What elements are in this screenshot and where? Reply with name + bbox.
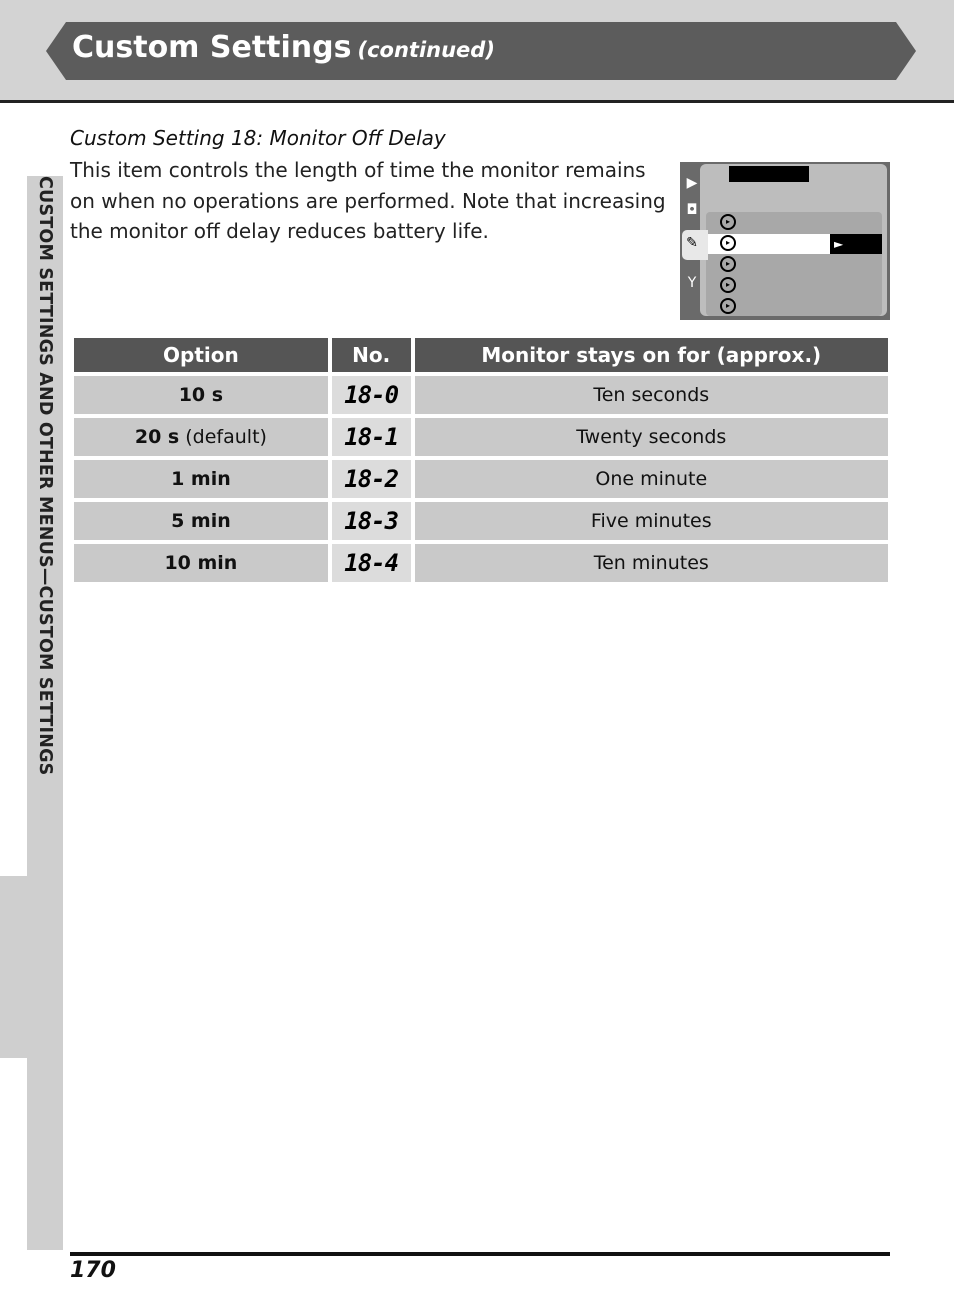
table-row [74, 376, 888, 414]
number-cell [332, 502, 411, 540]
options-table [70, 334, 892, 586]
menu-row-icon: ▸ [720, 298, 736, 314]
pencil-tab-icon: ✎ [686, 235, 698, 251]
camera-tab-icon: ◘ [686, 202, 698, 218]
lcd-number: 18-3 [344, 507, 399, 535]
wrench-tab-icon: Y [687, 275, 697, 291]
number-cell [332, 544, 411, 582]
page-number: 170 [70, 1258, 116, 1283]
side-tab-marker [0, 876, 27, 1058]
option-cell [74, 544, 328, 582]
table-row [74, 544, 888, 582]
option-note: (default) [179, 426, 267, 448]
playback-tab-icon: ▶ [686, 175, 698, 191]
option-cell [74, 502, 328, 540]
menu-row-icon: ▸ [720, 277, 736, 293]
option-value: 10 min [164, 552, 238, 574]
page-title-main: Custom Settings [72, 30, 352, 65]
description-cell: Ten seconds [415, 376, 888, 414]
table-row [74, 502, 888, 540]
menu-row-icon: ▸ [720, 214, 736, 230]
menu-title-bar [729, 166, 809, 182]
description-cell: Five minutes [415, 502, 888, 540]
menu-row-icon: ▸ [720, 235, 736, 251]
option-value: 5 min [171, 510, 231, 532]
page-title [72, 28, 495, 70]
lcd-number: 18-4 [344, 549, 399, 577]
lcd-number: 18-2 [344, 465, 399, 493]
number-cell [332, 418, 411, 456]
side-tab-label: CUSTOM SETTINGS AND OTHER MENUS—CUSTOM SETTINGS [35, 176, 55, 776]
number-cell [332, 376, 411, 414]
option-cell [74, 418, 328, 456]
number-cell [332, 460, 411, 498]
description-cell: Twenty seconds [415, 418, 888, 456]
page-title-subtitle: (continued) [357, 38, 495, 62]
footer-rule [70, 1252, 890, 1256]
table-row [74, 418, 888, 456]
option-cell [74, 376, 328, 414]
lcd-number: 18-0 [344, 381, 399, 409]
description-cell: Ten minutes [415, 544, 888, 582]
option-value: 10 s [178, 384, 224, 406]
table-header-row [74, 338, 888, 372]
option-cell [74, 460, 328, 498]
menu-arrow-box: ► [830, 234, 882, 254]
monitor-screenshot [680, 162, 890, 320]
header-option: Option [74, 338, 328, 372]
menu-row-icon: ▸ [720, 256, 736, 272]
table-row [74, 460, 888, 498]
option-value: 1 min [171, 468, 231, 490]
header-desc: Monitor stays on for (approx.) [415, 338, 888, 372]
description-cell: One minute [415, 460, 888, 498]
section-body: This item controls the length of time the monitor remains on when no operations are performed. Note that increasing the monitor off delay reduces battery life. [70, 158, 666, 243]
lcd-number: 18-1 [344, 423, 399, 451]
option-value: 20 s [134, 426, 180, 448]
header-no: No. [332, 338, 411, 372]
section-title: Custom Setting 18: Monitor Off Delay [70, 126, 446, 150]
